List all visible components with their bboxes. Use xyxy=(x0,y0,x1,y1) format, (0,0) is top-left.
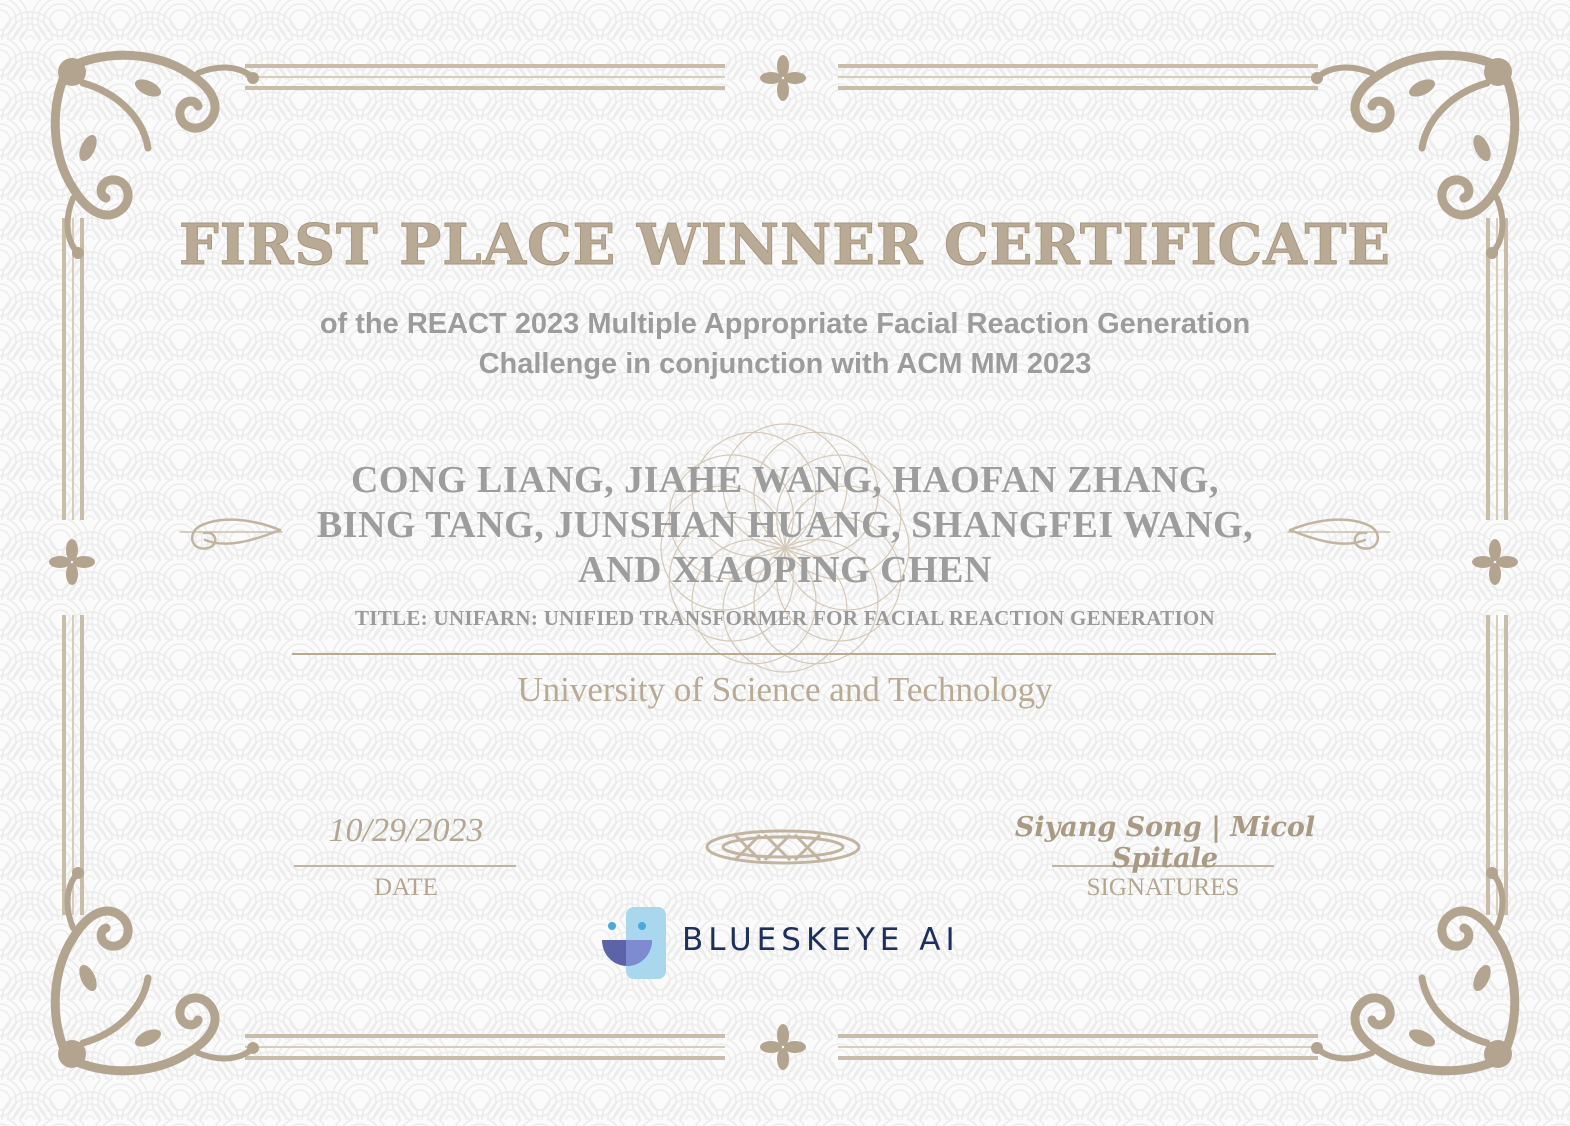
date-label: DATE xyxy=(374,874,438,901)
certificate-title: FIRST PLACE WINNER CERTIFICATE xyxy=(179,212,1391,278)
recipients-line-1: CONG LIANG, JIAHE WANG, HAOFAN ZHANG, xyxy=(351,459,1219,501)
recipients-line-3: AND XIAOPING CHEN xyxy=(578,549,992,591)
signatures-label: SIGNATURES xyxy=(1086,874,1240,901)
subtitle-line-2: Challenge in conjunction with ACM MM 2023 xyxy=(478,348,1092,380)
paper-title: TITLE: UNIFARN: UNIFIED TRANSFORMER FOR FACIAL REACTION GENERATION xyxy=(354,606,1216,630)
date-value: 10/29/2023 xyxy=(328,812,484,849)
institution-name: University of Science and Technology xyxy=(517,670,1053,709)
sponsor-logo-text: BLUESKEYE AI xyxy=(682,922,960,958)
subtitle-line-1: of the REACT 2023 Multiple Appropriate Facial Reaction Generation xyxy=(319,308,1251,340)
signatures-value: Siyang Song | Micol Spitale xyxy=(1014,812,1316,874)
recipients-line-2: BING TANG, JUNSHAN HUANG, SHANGFEI WANG, xyxy=(316,504,1254,546)
